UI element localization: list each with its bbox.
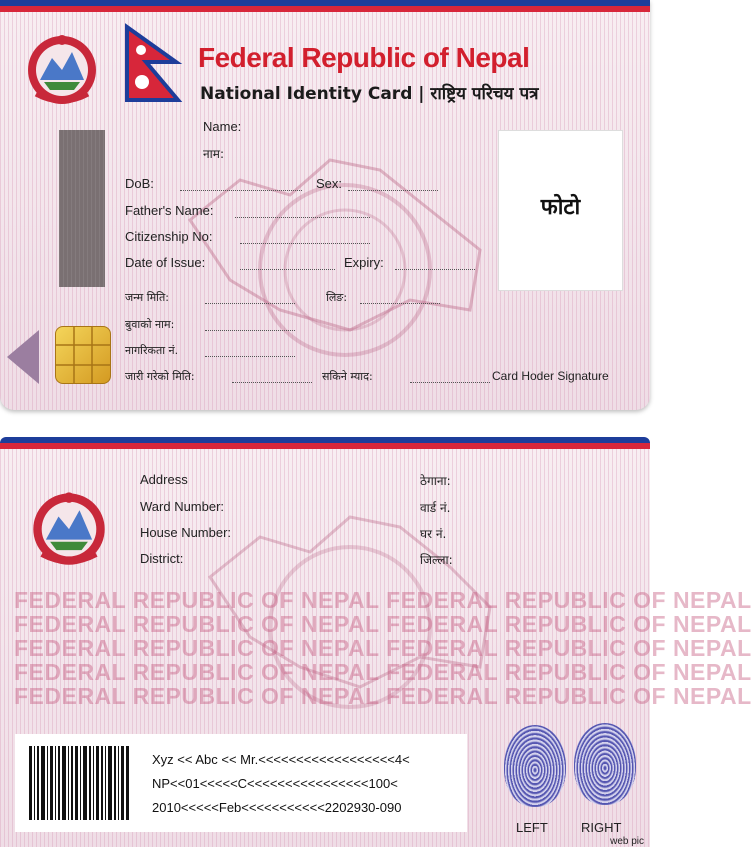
address-label: Address [140, 472, 188, 487]
father-label-np: बुवाको नाम: [125, 318, 175, 331]
signature-strip [59, 130, 105, 287]
insert-arrow-icon [7, 330, 39, 384]
id-card-back [0, 437, 752, 847]
expiry-np-line [410, 382, 490, 383]
ward-number-label: Ward Number: [140, 499, 225, 514]
nepal-emblem-icon [22, 28, 102, 108]
sex-line [348, 190, 438, 191]
citizenship-label-np: नागरिकता नं. [125, 344, 179, 357]
issue-np-line [232, 382, 312, 383]
dob-label: DoB: [125, 176, 154, 191]
left-fingerprint-label: LEFT [516, 820, 548, 835]
watermark-row-4: FEDERAL REPUBLIC OF NEPAL FEDERAL REPUBLIC OF NEPAL [14, 659, 752, 685]
card-subtitle: National Identity Card | राष्ट्रिय परिचय पत्र [200, 84, 539, 104]
signature-label: Card Hoder Signature [492, 369, 609, 383]
watermark-row-3: FEDERAL REPUBLIC OF NEPAL FEDERAL REPUBLIC OF NEPAL [14, 635, 752, 661]
expiry-line [395, 269, 475, 270]
watermark-row-1: FEDERAL REPUBLIC OF NEPAL FEDERAL REPUBLIC OF NEPAL [14, 587, 752, 613]
father-name-line [235, 217, 370, 218]
citizenship-no-line [240, 243, 370, 244]
right-fingerprint-icon [574, 723, 636, 805]
barcode-icon [29, 746, 129, 820]
ward-number-label-np: वार्ड नं. [420, 501, 451, 515]
citizenship-np-line [205, 356, 295, 357]
left-fingerprint-icon [504, 725, 566, 807]
back-nepal-emblem-icon [27, 485, 111, 569]
right-fingerprint-label: RIGHT [581, 820, 622, 835]
expiry-label: Expiry: [344, 255, 384, 270]
image-credit: web pic [610, 836, 644, 847]
house-number-label-np: घर नं. [420, 527, 447, 541]
district-label: District: [140, 551, 184, 566]
mrz-line-1: Xyz << Abc << Mr.<<<<<<<<<<<<<<<<<<4< [152, 752, 410, 767]
father-name-label: Father's Name: [125, 203, 214, 218]
mrz-panel [15, 734, 467, 832]
card-title: Federal Republic of Nepal [198, 42, 530, 73]
father-np-line [205, 330, 295, 331]
id-card-front [0, 0, 650, 410]
top-red-stripe [0, 6, 650, 12]
sex-np-line [360, 303, 440, 304]
district-label-np: जिल्ला: [420, 553, 453, 567]
date-of-issue-line [240, 269, 335, 270]
citizenship-no-label: Citizenship No: [125, 229, 213, 244]
smart-chip-icon [55, 326, 111, 384]
issue-label-np: जारी गरेको मिति: [125, 370, 195, 383]
dob-np-line [205, 303, 295, 304]
photo-box [498, 130, 623, 291]
watermark-row-5: FEDERAL REPUBLIC OF NEPAL FEDERAL REPUBLIC OF NEPAL [14, 683, 752, 709]
dob-label-np: जन्म मिति: [125, 291, 169, 304]
sex-label: Sex: [316, 176, 343, 191]
watermark-row-2: FEDERAL REPUBLIC OF NEPAL FEDERAL REPUBLIC OF NEPAL [14, 611, 752, 637]
back-red-stripe [0, 443, 650, 449]
mrz-line-3: 2010<<<<<Feb<<<<<<<<<<<2202930-090 [152, 800, 402, 815]
expiry-label-np: सकिने म्याद: [322, 370, 373, 383]
mrz-line-2: NP<<01<<<<<C<<<<<<<<<<<<<<<<100< [152, 776, 398, 791]
address-label-np: ठेगाना: [420, 474, 451, 488]
nepal-flag-icon [124, 24, 184, 104]
name-label-np: नाम: [203, 147, 224, 161]
name-label: Name: [203, 119, 242, 134]
sex-label-np: लिङ: [326, 291, 348, 304]
date-of-issue-label: Date of Issue: [125, 255, 206, 270]
dob-line [180, 190, 302, 191]
photo-label: फोटो [540, 195, 581, 220]
house-number-label: House Number: [140, 525, 232, 540]
